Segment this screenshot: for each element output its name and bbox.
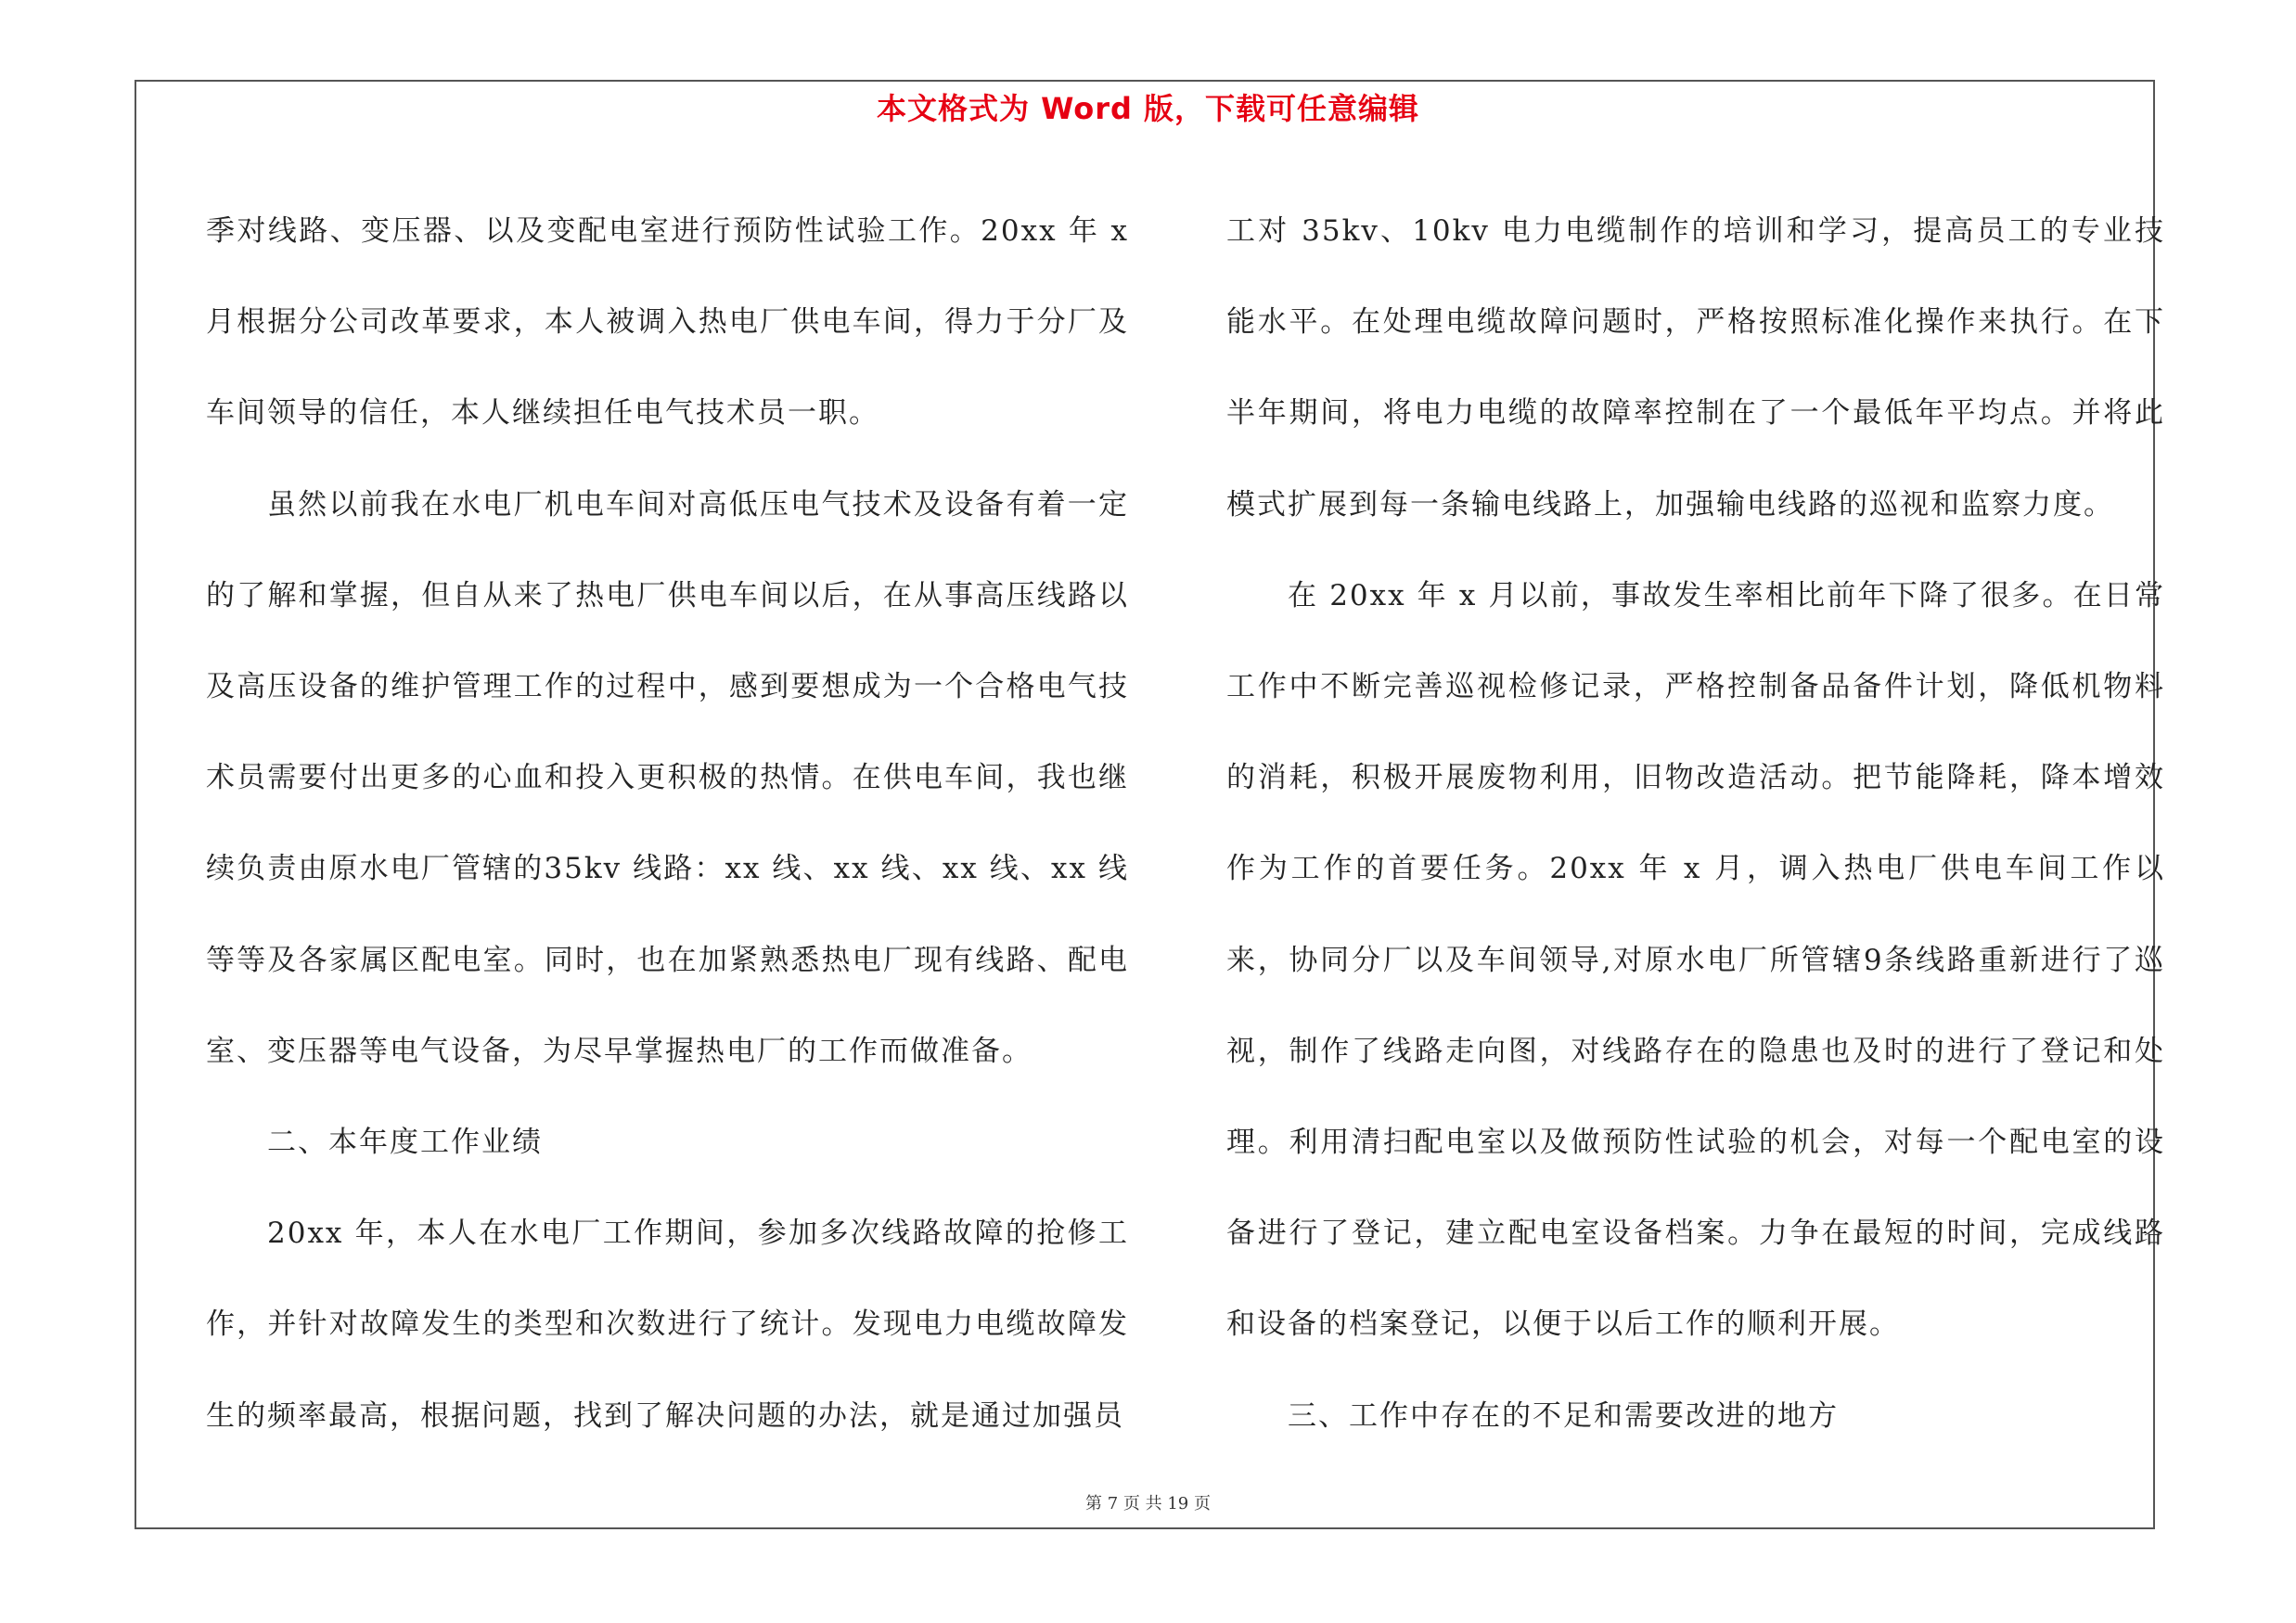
paragraph: 在 20xx 年 x 月以前，事故发生率相比前年下降了很多。在日常工作中不断完善巡视检修记录，严格控制备品备件计划，降低机物料的消耗，积极开展废物利用，旧物改造活动。把节能降耗，降本增效作为工作的首要任务。20xx 年 x 月，调入热电厂供电车间工作以来，协同分厂以及车间领导,对原水电厂所管辖9条线路重新进行了巡视，制作了线路走向图，对线路存在的隐患也及时的进行了登记和处理。利用清扫配电室以及做预防性试验的机会，对每一个配电室的设备进行了登记，建立配电室设备档案。力争在最短的时间，完成线路和设备的档案登记，以便于以后工作的顺利开展。 — [1226, 578, 2165, 1342]
paragraph: 季对线路、变压器、以及变配电室进行预防性试验工作。20xx 年 x 月根据分公司改革要求，本人被调入热电厂供电车间，得力于分厂及车间领导的信任，本人继续担任电气技术员一职。 — [206, 214, 1129, 431]
paragraph: 工对 35kv、10kv 电力电缆制作的培训和学习，提高员工的专业技能水平。在处理电缆故障问题时，严格按照标准化操作来执行。在下半年期间，将电力电缆的故障率控制在了一个最低年平均点。并将此模式扩展到每一条输电线路上，加强输电线路的巡视和监察力度。 — [1226, 214, 2165, 522]
section-heading: 二、本年度工作业绩 — [267, 1126, 543, 1160]
left-text-column — [206, 186, 1129, 1466]
section-heading: 三、工作中存在的不足和需要改进的地方 — [1288, 1398, 1839, 1433]
paragraph: 20xx 年，本人在水电厂工作期间，参加多次线路故障的抢修工作，并针对故障发生的类型和次数进行了统计。发现电力电缆故障发生的频率最高，根据问题，找到了解决问题的办法，就是通过加强员 — [206, 1217, 1129, 1433]
right-text-column — [1226, 186, 2165, 1466]
word-format-banner: 本文格式为 Word 版，下载可任意编辑 — [876, 91, 1420, 126]
page-number-footer: 第 7 页 共 19 页 — [1085, 1494, 1211, 1514]
paragraph: 虽然以前我在水电厂机电车间对高低压电气技术及设备有着一定的了解和掌握，但自从来了热电厂供电车间以后，在从事高压线路以及高压设备的维护管理工作的过程中，感到要想成为一个合格电气技术员需要付出更多的心血和投入更积极的热情。在供电车间，我也继续负责由原水电厂管辖的35kv 线路：xx 线、xx 线、xx 线、xx 线等等及各家属区配电室。同时，也在加紧熟悉热电厂现有线路、配电室、变压器等电气设备，为尽早掌握热电厂的工作而做准备。 — [206, 487, 1129, 1068]
